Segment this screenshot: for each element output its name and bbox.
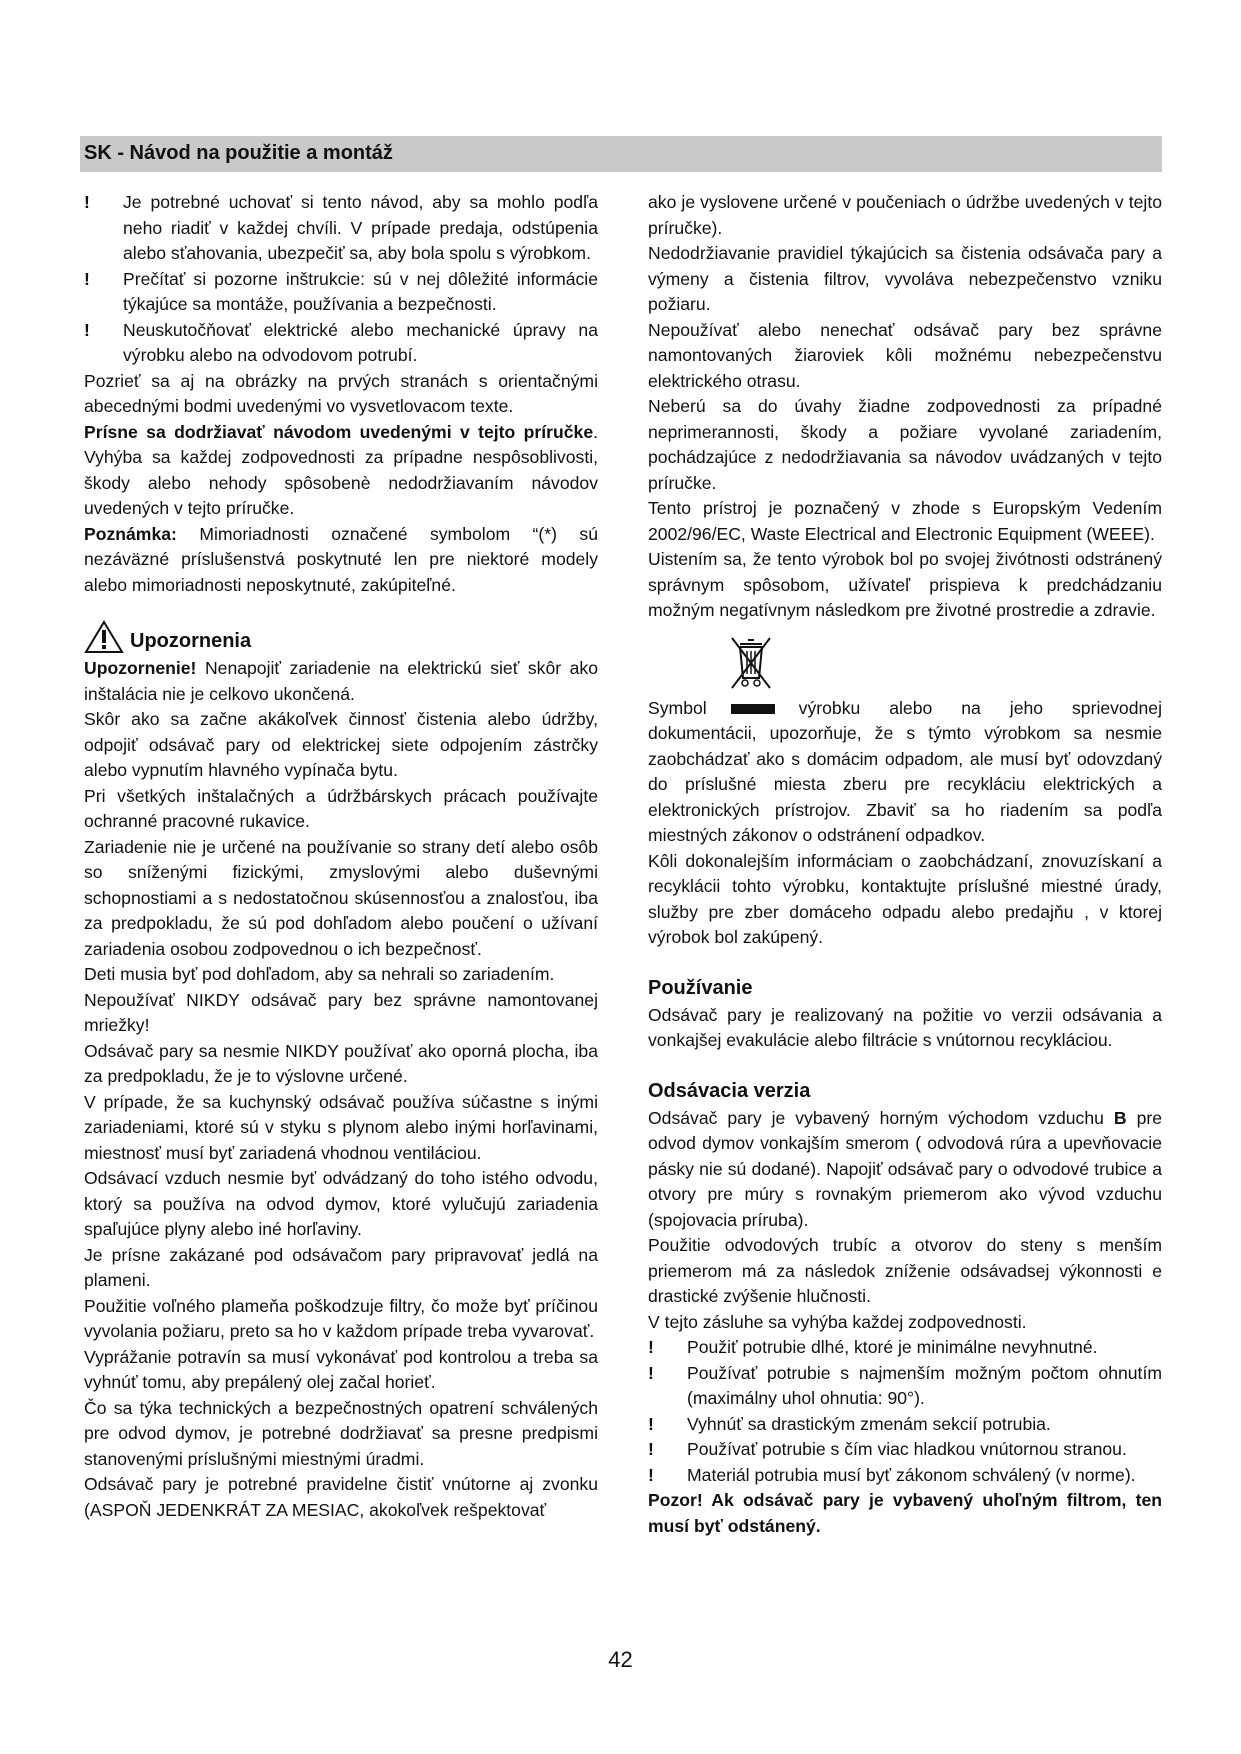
extraction-heading: Odsávacia verzia: [648, 1079, 811, 1102]
bullet-item: [84, 267, 598, 318]
bullet-item: [648, 1437, 1162, 1463]
right-column: [648, 190, 1162, 1539]
bullet-mark: !: [84, 192, 90, 212]
bullet-mark: !: [648, 1337, 654, 1357]
paragraph-note: [84, 522, 598, 599]
paragraph: Uistením sa, že tento výrobok bol po svojej živótnosti odstránený správnym spôsobom, užívateľ prispieva k predchádzaniu možným negatívnym následkom pre životné prostredie a zdravie.: [648, 549, 1162, 620]
bullet-text: Používať potrubie s najmenším možným počtom ohnutím (maximálny uhol ohnutia: 90°).: [687, 1362, 1162, 1408]
paragraph: Deti musia byť pod dohľadom, aby sa nehrali so zariadením.: [84, 964, 555, 984]
weee-symbol-wrap: [648, 636, 1162, 696]
paragraph-text: Mimoriadnosti označené symbolom “(*) sú nezáväzné príslušenstvá poskytnuté len pre niektoré modely alebo mimoriadnosti neposkytnuté, zakúpiteľné.: [84, 523, 598, 595]
paragraph-final-warning: Pozor! Ak odsávač pary je vybavený uhoľným filtrom, ten musí byť odstánený.: [648, 1490, 1162, 1536]
bullet-text: Neuskutočňovať elektrické alebo mechanické úpravy na výrobku alebo na odvodovom potrubí.: [123, 319, 598, 365]
paragraph-text: Odsávač pary je vybavený horným východom vzduchu: [648, 1107, 1114, 1128]
warnings-heading: Upozornenia: [130, 630, 252, 652]
header-bar: [80, 136, 1162, 172]
paragraph: Skôr ako sa začne akákoľvek činnosť čistenia alebo údržby, odpojiť odsávač pary od elektrickej siete odpojením zástrčky alebo vypnutím hlavného vypínača bytu.: [84, 709, 598, 780]
bold-text: Prísne sa dodržiavať návodom uvedenými v tejto príručke: [84, 421, 594, 442]
bullet-text: Vyhnúť sa drastickým zmenám sekcií potrubia.: [687, 1413, 1051, 1434]
bullet-mark: !: [648, 1464, 654, 1485]
warning-triangle-icon: [84, 620, 124, 654]
bullet-item: [648, 1412, 1162, 1438]
page-number: 42: [608, 1647, 633, 1672]
bullet-item: [648, 1335, 1162, 1361]
paragraph: [648, 1106, 1162, 1234]
paragraph-text: . Vyhýba sa každej zodpovednosti za prípadne nespôsoblivosti, škody alebo nehody spôsobenè nedodržiavaním návodov uvedených v tejto príručke.: [84, 421, 598, 518]
paragraph: Odsávač pary je realizovaný na požitie vo verzii odsávania a vonkajšej evakulácie alebo filtrácie s vnútornou recykláciou.: [648, 1004, 1162, 1050]
paragraph-text: pre odvod dymov vonkajším smerom ( odvodová rúra a upevňovacie pásky nie sú dodané). Napojiť odsávač pary o odvodové trubice a otvory pre múry s rovnakým priemerom ako vývod vzduchu (spojovacia príruba).: [648, 1107, 1162, 1230]
paragraph: V tejto zásluhe sa vyhýba každej zodpovednosti.: [648, 1311, 1027, 1332]
paragraph: Použitie odvodových trubíc a otvorov do steny s menším priemerom má za následok zníženie odsávadsej výkonnosti e drastické zvýšenie hlučnosti.: [648, 1235, 1162, 1306]
paragraph: Je prísne zakázané pod odsávačom pary pripravovať jedlá na plameni.: [84, 1244, 598, 1290]
warnings-heading-row: [84, 620, 598, 654]
paragraph: Zariadenie nie je určené na používanie so strany detí alebo osôb so sníženými fizickými, zmyslovými alebo duševnými schopnostiami a s nedostatočnou skúsennosťou a znalosťou, iba za predpokladu, že sú pod dohľadom alebo poučení o užívaní zariadenia osobou zodpovednou o ich bezpečnosť.: [84, 836, 598, 959]
bold-text: Upozornenie!: [84, 658, 197, 678]
paragraph: Čo sa týka technických a bezpečnostných opatrení schválených pre odvod dymov, je potrebné dodržiavať sa presne predpismi stanovenými príslušnými miestnými úradmi.: [84, 1397, 598, 1469]
paragraph: Kôli dokonalejším informáciam o zaobchádzaní, znovuzískaní a recyklácii tohto výrobku, kontaktujte príslušné miestné úrady, služby pre zber domáceho odpadu alebo predajňu , v ktorej výrobok bol zakúpený.: [648, 850, 1162, 947]
bullet-mark: !: [84, 268, 90, 289]
paragraph: Nepoužívať alebo nenechať odsávač pary bez správne namontovaných žiaroviek kôli možnému nebezpečenstvu elektrického otrasu.: [648, 319, 1162, 391]
bullet-text: Použiť potrubie dlhé, ktoré je minimálne nevyhnutné.: [687, 1337, 1098, 1357]
paragraph: Nepoužívať NIKDY odsávač pary bez správne namontovanej mriežky!: [84, 989, 598, 1035]
bullet-mark: !: [648, 1413, 654, 1434]
paragraph: Vyprážanie potravín sa musí vykonávať pod kontrolou a treba sa vyhnúť tomu, aby prepálený olej začal horieť.: [84, 1346, 598, 1392]
paragraph: Použitie voľného plameňa poškodzuje filtry, čo može byť príčinou vyvolania požiaru, preto sa ho v každom prípade treba vyvarovať.: [84, 1295, 598, 1341]
bullet-text: Prečítať si pozorne inštrukcie: sú v nej dôležité informácie týkajúce sa montáže, používania a bezpečnosti.: [123, 268, 598, 314]
symbol-word: Symbol: [648, 697, 707, 718]
black-bar-symbol: [731, 704, 775, 714]
bullet-text: Používať potrubie s čím viac hladkou vnútornou stranou.: [687, 1439, 1127, 1459]
paragraph-text: výrobku alebo na jeho sprievodnej dokumentácii, upozorňuje, že s týmto výrobkom sa nesmie zaobchádzať ako s domácim odpadom, ale musí byť odovzdaný do príslušné miesta zberu pre recykláciu elektrických a elektronických prístrojov. Zbaviť sa ho riadením sa podľa miestných zákonov o odstránení odpadkov.: [648, 697, 1162, 845]
bold-text: B: [1113, 1107, 1127, 1128]
bullet-item: [648, 1463, 1162, 1489]
bold-text: Poznámka:: [84, 523, 177, 544]
paragraph-symbol: [648, 696, 1162, 849]
paragraph-text: Nenapojiť zariadenie na elektrickú sieť skôr ako inštalácia nie je celkovo ukončená.: [84, 658, 598, 704]
paragraph: Pri všetkých inštalačných a údržbárskych prácach používajte ochranné pracovné rukavice.: [84, 785, 598, 831]
paragraph: ako je vyslovene určené v poučeniach o údržbe uvedených v tejto príručke).: [648, 192, 1162, 238]
paragraph: V prípade, že sa kuchynský odsávač používa súčastne s inými zariadeniami, ktoré sú v styku s plynom alebo inými horľavinami, miestnosť musí byť zariadená vhodnou ventiláciou.: [84, 1091, 598, 1163]
page-title: SK - Návod na použitie a montáž: [84, 142, 393, 164]
bullet-item: [84, 318, 598, 369]
paragraph-warning: [84, 656, 598, 707]
bullet-text: Materiál potrubia musí byť zákonom schválený (v norme).: [687, 1464, 1136, 1485]
bullet-mark: !: [84, 319, 90, 340]
paragraph: Nedodržiavanie pravidiel týkajúcich sa čistenia odsávača pary a výmeny a čistenia filtrov, vyvoláva nebezpečenstvo vzniku požiaru.: [648, 243, 1162, 314]
paragraph: Odsávací vzduch nesmie byť odvádzaný do toho istého odvodu, ktorý sa používa na odvod dymov, ktoré vylučujú zariadenia spaľujúce plyny alebo iné horľaviny.: [84, 1168, 598, 1239]
usage-heading: Používanie: [648, 976, 753, 999]
left-column: [84, 190, 598, 1523]
paragraph-strict: [84, 420, 598, 522]
bullet-text: Je potrebné uchovať si tento návod, aby sa mohlo podľa neho riadiť v každej chvíli. V prípade predaja, odstúpenia alebo sťahovania, ubezpečiť sa, aby bola spolu s výrobkom.: [123, 192, 598, 263]
bullet-item: [648, 1361, 1162, 1412]
paragraph: Neberú sa do úvahy žiadne zodpovednosti za prípadné neprimerannosti, škody a požiare vyvolané zariadením, pochádzajúce z nedodržiavania sa návodov uvádzaných v tejto príručke.: [648, 396, 1162, 493]
paragraph: Odsávač pary je potrebné pravidelne čistiť vnútorne aj zvonku (ASPOŇ JEDENKRÁT ZA MESIAC, akokoľvek rešpektovať: [84, 1474, 598, 1520]
paragraph: Odsávač pary sa nesmie NIKDY používať ako oporná plocha, iba za predpokladu, že je to výslovne určené.: [84, 1040, 598, 1086]
bullet-item: [84, 190, 598, 267]
bullet-mark: !: [648, 1362, 654, 1383]
paragraph-see-figures: Pozrieť sa aj na obrázky na prvých stranách s orientačnými abecednými bodmi uvedenými vo vysvetlovacom texte.: [84, 370, 598, 416]
crossed-bin-icon: [728, 636, 774, 692]
paragraph: Tento prístroj je poznačený v zhode s Europským Vedením 2002/96/EC, Waste Electrical and Electronic Equipment (WEEE).: [648, 498, 1162, 544]
bullet-mark: !: [648, 1439, 654, 1459]
